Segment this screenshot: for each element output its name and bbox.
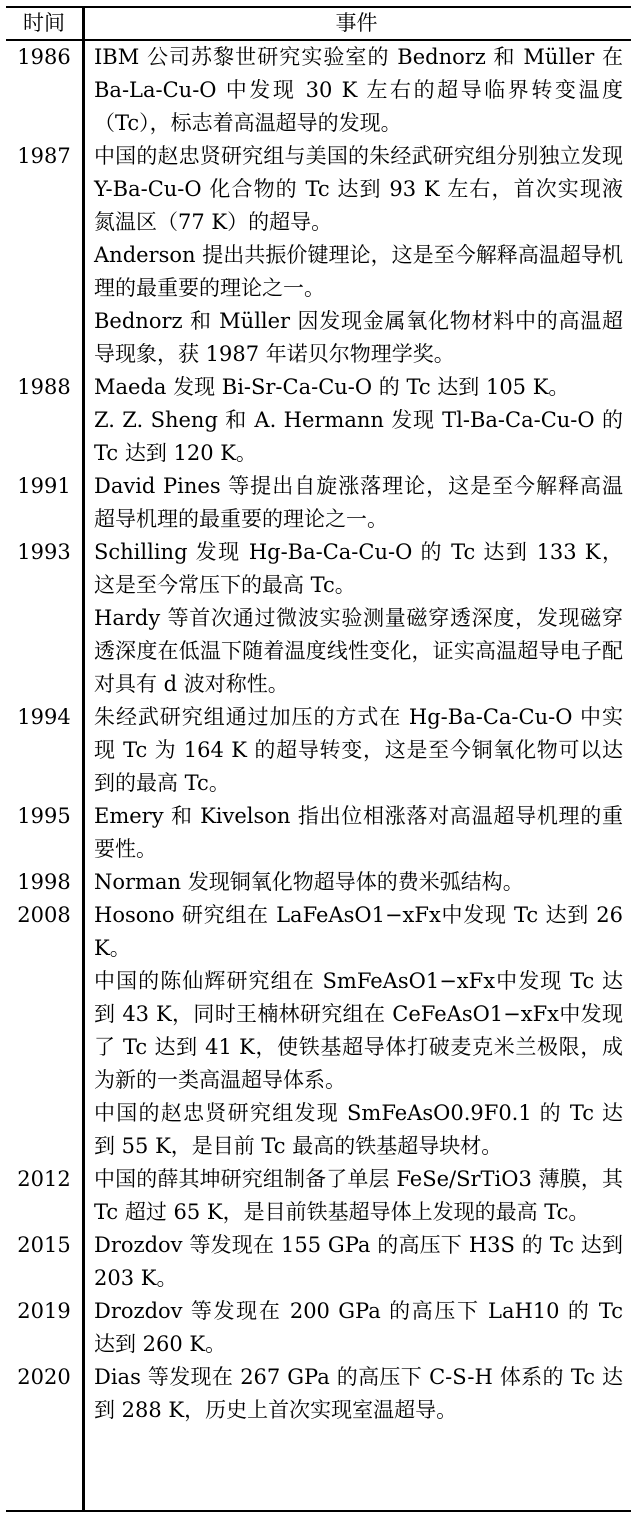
event-text: 朱经武研究组通过加压的方式在 Hg-Ba-Ca-Cu-O 中实现 Tc 为 164 K 的超导转变，这是至今铜氧化物可以达到的最高 Tc。 [94,705,623,795]
row-events [82,701,631,800]
table-header [6,8,631,41]
table-row [6,470,631,536]
table-row [6,800,631,866]
row-events [82,371,631,470]
row-events [82,800,631,866]
row-year: 2015 [17,1233,71,1257]
event-text: Dias 等发现在 267 GPa 的高压下 C-S-H 体系的 Tc 达到 288 K，历史上首次实现室温超导。 [94,1365,623,1422]
row-events [82,1163,631,1229]
row-year: 2020 [17,1365,71,1389]
table-row [6,140,631,371]
row-year: 1987 [17,144,71,168]
row-year: 2012 [17,1167,71,1191]
row-year: 1995 [17,804,71,828]
row-year: 2008 [17,903,71,927]
event-text: Emery 和 Kivelson 指出位相涨落对高温超导机理的重要性。 [94,804,623,861]
row-events [82,866,631,899]
row-events [82,1229,631,1295]
event-text: Maeda 发现 Bi-Sr-Ca-Cu-O 的 Tc 达到 105 K。 [94,375,570,399]
event-text: Hosono 研究组在 LaFeAsO1−xFx中发现 Tc 达到 26 K。 [94,903,623,960]
row-events [82,1295,631,1361]
event-text: Bednorz 和 Müller 因发现金属氧化物材料中的高温超导现象，获 1987 年诺贝尔物理学奖。 [94,309,623,366]
header-event: 事件 [335,11,378,35]
row-year: 1994 [17,705,71,729]
row-year: 1998 [17,870,71,894]
event-text: 中国的赵忠贤研究组发现 SmFeAsO0.9F0.1 的 Tc 达到 55 K，是目前 Tc 最高的铁基超导块材。 [94,1101,623,1158]
table-row [6,41,631,140]
table-row [6,536,631,701]
table-row [6,1163,631,1229]
table-row [6,866,631,899]
event-text: 中国的薛其坤研究组制备了单层 FeSe/SrTiO3 薄膜，其 Tc 超过 65 K，是目前铁基超导体上发现的最高 Tc。 [94,1167,623,1224]
row-events [82,140,631,371]
header-year: 时间 [23,11,65,35]
row-year: 1988 [17,375,71,399]
table-body [6,41,631,1510]
table-row [6,371,631,470]
table-row [6,1295,631,1361]
row-year: 2019 [17,1299,71,1323]
event-text: Drozdov 等发现在 155 GPa 的高压下 H3S 的 Tc 达到 203 K。 [94,1233,623,1290]
event-text: Z. Z. Sheng 和 A. Hermann 发现 Tl-Ba-Ca-Cu-O 的 Tc 达到 120 K。 [94,408,623,465]
event-text: Norman 发现铜氧化物超导体的费米弧结构。 [94,870,524,894]
table-row [6,701,631,800]
event-text: 中国的陈仙辉研究组在 SmFeAsO1−xFx中发现 Tc 达到 43 K，同时王楠林研究组在 CeFeAsO1−xFx中发现了 Tc 达到 41 K，使铁基超导体打破麦克米兰极限，成为新的一类高温超导体系。 [94,969,623,1092]
row-events [82,1361,631,1427]
event-text: Schilling 发现 Hg-Ba-Ca-Cu-O 的 Tc 达到 133 K，这是至今常压下的最高 Tc。 [94,540,623,597]
row-events [82,899,631,1163]
row-year: 1991 [17,474,71,498]
table-row [6,1229,631,1295]
table-row [6,1361,631,1427]
table-row [6,899,631,1163]
event-text: Anderson 提出共振价键理论，这是至今解释高温超导机理的最重要的理论之一。 [94,243,623,300]
row-events [82,470,631,536]
event-text: 中国的赵忠贤研究组与美国的朱经武研究组分别独立发现 Y-Ba-Cu-O 化合物的 Tc 达到 93 K 左右，首次实现液氮温区（77 K）的超导。 [94,144,623,234]
row-events [82,41,631,140]
row-year: 1993 [17,540,71,564]
event-text: Hardy 等首次通过微波实验测量磁穿透深度，发现磁穿透深度在低温下随着温度线性变化，证实高温超导电子配对具有 d 波对称性。 [94,606,623,696]
event-text: Drozdov 等发现在 200 GPa 的高压下 LaH10 的 Tc 达到 260 K。 [94,1299,623,1356]
superconductivity-timeline-table [6,6,631,1512]
row-year: 1986 [17,45,71,69]
event-text: David Pines 等提出自旋涨落理论，这是至今解释高温超导机理的最重要的理论之一。 [94,474,623,531]
event-text: IBM 公司苏黎世研究实验室的 Bednorz 和 Müller 在 Ba-La-Cu-O 中发现 30 K 左右的超导临界转变温度（Tc），标志着高温超导的发现。 [94,45,623,135]
row-events [82,536,631,701]
